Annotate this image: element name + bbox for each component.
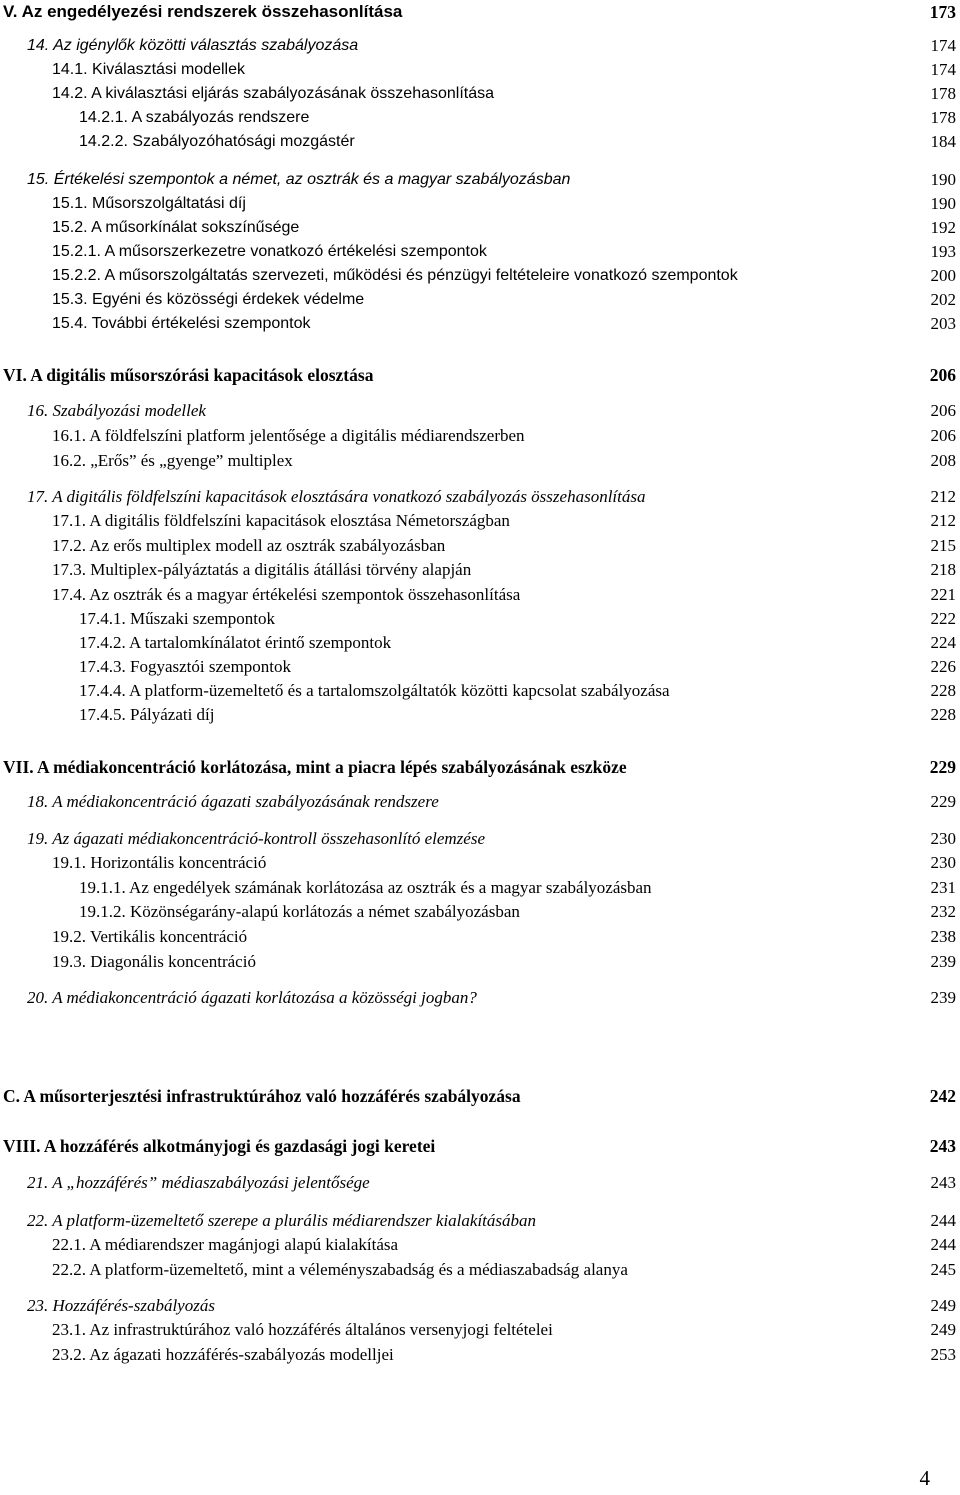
- toc-entry-page: 192: [930, 218, 956, 237]
- toc-entry-section[interactable]: [0, 790, 960, 814]
- toc-entry-subsection[interactable]: [0, 1343, 960, 1367]
- toc-entry-subsection[interactable]: [0, 312, 960, 336]
- toc-entry-subsection[interactable]: [0, 216, 960, 240]
- toc-entry-page: 253: [930, 1345, 956, 1364]
- toc-entry-title: C. A műsorterjesztési infrastruktúrához való hozzáférés szabályozása: [3, 1086, 521, 1106]
- toc-entry-page: 239: [930, 988, 956, 1007]
- toc-entry-title: 15.2. A műsorkínálat sokszínűsége: [52, 219, 300, 236]
- toc-entry-page: 231: [930, 878, 956, 897]
- toc-entry-title: 14. Az igénylők közötti választás szabályozása: [27, 37, 359, 54]
- toc-entry-subsubsection[interactable]: [0, 631, 960, 655]
- toc-entry-page: 226: [930, 657, 956, 676]
- toc-entry-page: 224: [930, 633, 956, 652]
- toc-entry-title: 17.4.4. A platform-üzemeltető és a tartalomszolgáltatók közötti kapcsolat szabályozása: [79, 681, 670, 700]
- toc-entry-subsubsection[interactable]: [0, 703, 960, 727]
- toc-entry-page: 178: [930, 108, 956, 127]
- toc-entry-page: 173: [929, 2, 956, 22]
- toc-entry-title: 17.4.1. Műszaki szempontok: [79, 609, 275, 628]
- toc-entry-subsubsection[interactable]: [0, 607, 960, 631]
- toc-entry-page: 245: [930, 1260, 956, 1279]
- toc-entry-subsection[interactable]: [0, 925, 960, 949]
- toc-entry-subsection[interactable]: [0, 424, 960, 448]
- toc-entry-page: 190: [930, 170, 956, 189]
- toc-entry-title: 17.4.2. A tartalomkínálatot érintő szempontok: [79, 633, 392, 652]
- toc-entry-title: 23.2. Az ágazati hozzáférés-szabályozás modelljei: [52, 1345, 394, 1364]
- toc-entry-title: 19.3. Diagonális koncentráció: [52, 952, 256, 971]
- toc-entry-chapter[interactable]: [0, 363, 960, 387]
- toc-entry-title: 16.2. „Erős” és „gyenge” multiplex: [52, 451, 293, 470]
- toc-entry-section[interactable]: [0, 1171, 960, 1195]
- toc-entry-page: 249: [930, 1296, 956, 1315]
- toc-entry-subsection[interactable]: [0, 1318, 960, 1342]
- toc-entry-page: 243: [929, 1136, 956, 1156]
- toc-entry-page: 230: [930, 829, 956, 848]
- toc-entry-page: 244: [930, 1211, 956, 1230]
- toc-entry-title: 14.2.2. Szabályozóhatósági mozgástér: [79, 133, 355, 150]
- toc-entry-subsection[interactable]: [0, 288, 960, 312]
- toc-entry-page: 174: [930, 60, 956, 79]
- toc-entry-page: 243: [930, 1173, 956, 1192]
- toc-entry-page: 229: [930, 792, 956, 811]
- page-number: 4: [919, 1466, 930, 1490]
- toc-entry-chapter[interactable]: [0, 755, 960, 779]
- toc-entry-page: 221: [930, 585, 956, 604]
- toc-entry-title: 17.2. Az erős multiplex modell az osztrák szabályozásban: [52, 536, 446, 555]
- toc-entry-section[interactable]: [0, 485, 960, 509]
- toc-entry-title: 22.2. A platform-üzemeltető, mint a véleményszabadság és a médiaszabadság alanya: [52, 1260, 628, 1279]
- toc-entry-page: 242: [929, 1086, 956, 1106]
- toc-entry-section[interactable]: [0, 399, 960, 423]
- toc-entry-section[interactable]: [0, 1209, 960, 1233]
- toc-entry-page: 232: [930, 902, 956, 921]
- toc-entry-page: 203: [930, 314, 956, 333]
- toc-entry-page: 184: [930, 132, 956, 151]
- toc-entry-page: 215: [930, 536, 956, 555]
- toc-entry-title: 20. A médiakoncentráció ágazati korlátozása a közösségi jogban?: [27, 988, 477, 1007]
- toc-entry-subsection[interactable]: [0, 449, 960, 473]
- toc-entry-page: 228: [930, 681, 956, 700]
- toc-entry-chapter[interactable]: [0, 0, 960, 24]
- toc-entry-page: 230: [930, 853, 956, 872]
- toc-entry-title: VIII. A hozzáférés alkotmányjogi és gazdasági jogi keretei: [3, 1136, 436, 1156]
- toc-entry-title: 15.1. Műsorszolgáltatási díj: [52, 195, 246, 212]
- toc-entry-page: 208: [930, 451, 956, 470]
- toc-entry-page: 212: [930, 487, 956, 506]
- toc-entry-page: 174: [930, 36, 956, 55]
- toc-entry-title: 17.4.5. Pályázati díj: [79, 705, 215, 724]
- toc-entry-title: 19.1. Horizontális koncentráció: [52, 853, 267, 872]
- toc-entry-title: 19.1.2. Közönségarány-alapú korlátozás a német szabályozásban: [79, 902, 520, 921]
- toc-entry-part[interactable]: [0, 1084, 960, 1108]
- toc-entry-page: 239: [930, 952, 956, 971]
- toc-entry-title: 17.4.3. Fogyasztói szempontok: [79, 657, 292, 676]
- toc-entry-page: 218: [930, 560, 956, 579]
- toc-entry-title: 16. Szabályozási modellek: [27, 401, 206, 420]
- toc-entry-title: VI. A digitális műsorszórási kapacitások elosztása: [3, 365, 374, 385]
- toc-entry-page: 200: [930, 266, 956, 285]
- toc-entry-subsubsection[interactable]: [0, 264, 960, 288]
- toc-entry-section[interactable]: [0, 986, 960, 1010]
- toc-entry-title: 23. Hozzáférés-szabályozás: [27, 1296, 215, 1315]
- toc-entry-title: 22. A platform-üzemeltető szerepe a plurális médiarendszer kialakításában: [27, 1211, 537, 1230]
- toc-entry-title: 15.2.2. A műsorszolgáltatás szervezeti, működési és pénzügyi feltételeire vonatkozó szempontok: [52, 267, 738, 284]
- toc-entry-title: 19. Az ágazati médiakoncentráció-kontroll összehasonlító elemzése: [27, 829, 485, 848]
- toc-entry-page: 212: [930, 511, 956, 530]
- toc-entry-page: 229: [929, 757, 956, 777]
- toc-entry-page: 206: [930, 401, 956, 420]
- toc-entry-section[interactable]: [0, 34, 960, 58]
- toc-entry-title: 22.1. A médiarendszer magánjogi alapú kialakítása: [52, 1235, 399, 1254]
- toc-entry-subsection[interactable]: [0, 583, 960, 607]
- toc-entry-subsection[interactable]: [0, 58, 960, 82]
- toc-entry-title: 23.1. Az infrastruktúrához való hozzáférés általános versenyjogi feltételei: [52, 1320, 553, 1339]
- toc-entry-subsection[interactable]: [0, 509, 960, 533]
- toc-entry-page: 206: [930, 426, 956, 445]
- toc-entry-subsection[interactable]: [0, 1258, 960, 1282]
- toc-entry-section[interactable]: [0, 827, 960, 851]
- toc-entry-page: 244: [930, 1235, 956, 1254]
- toc-entry-title: 15.2.1. A műsorszerkezetre vonatkozó értékelési szempontok: [52, 243, 487, 260]
- toc-entry-page: 202: [930, 290, 956, 309]
- toc-entry-title: 14.2.1. A szabályozás rendszere: [79, 109, 310, 126]
- toc-entry-page: 190: [930, 194, 956, 213]
- toc-entry-section[interactable]: [0, 168, 960, 192]
- toc-entry-title: 17. A digitális földfelszíni kapacitások elosztására vonatkozó szabályozás összehasonlítása: [27, 487, 646, 506]
- toc-entry-page: 238: [930, 927, 956, 946]
- toc-entry-page: 249: [930, 1320, 956, 1339]
- toc-entry-page: 228: [930, 705, 956, 724]
- toc-entry-subsection[interactable]: [0, 192, 960, 216]
- toc-entry-title: VII. A médiakoncentráció korlátozása, mint a piacra lépés szabályozásának eszköze: [3, 757, 627, 777]
- toc-entry-subsubsection[interactable]: [0, 679, 960, 703]
- toc-entry-subsection[interactable]: [0, 82, 960, 106]
- toc-entry-title: 15. Értékelési szempontok a német, az osztrák és a magyar szabályozásban: [27, 171, 571, 188]
- toc-entry-section[interactable]: [0, 1294, 960, 1318]
- toc-entry-subsubsection[interactable]: [0, 106, 960, 130]
- toc-entry-title: 16.1. A földfelszíni platform jelentősége a digitális médiarendszerben: [52, 426, 525, 445]
- toc-entry-title: 17.3. Multiplex-pályáztatás a digitális átállási törvény alapján: [52, 560, 472, 579]
- toc-entry-subsubsection[interactable]: [0, 655, 960, 679]
- toc-entry-title: V. Az engedélyezési rendszerek összehasonlítása: [3, 2, 403, 21]
- toc-entry-title: 14.1. Kiválasztási modellek: [52, 61, 245, 78]
- toc-entry-title: 21. A „hozzáférés” médiaszabályozási jelentősége: [27, 1173, 370, 1192]
- toc-entry-subsubsection[interactable]: [0, 240, 960, 264]
- toc-entry-subsection[interactable]: [0, 950, 960, 974]
- toc-entry-title: 15.3. Egyéni és közösségi érdekek védelme: [52, 291, 365, 308]
- toc-entry-subsection[interactable]: [0, 851, 960, 875]
- toc-entry-title: 14.2. A kiválasztási eljárás szabályozásának összehasonlítása: [52, 85, 495, 102]
- toc-entry-subsection[interactable]: [0, 1233, 960, 1257]
- toc-entry-chapter[interactable]: [0, 1134, 960, 1158]
- toc-entry-page: 222: [930, 609, 956, 628]
- toc-entry-subsubsection[interactable]: [0, 900, 960, 924]
- toc-entry-subsubsection[interactable]: [0, 130, 960, 154]
- toc-entry-title: 15.4. További értékelési szempontok: [52, 315, 311, 332]
- toc-entry-title: 17.4. Az osztrák és a magyar értékelési szempontok összehasonlítása: [52, 585, 521, 604]
- toc-entry-title: 19.2. Vertikális koncentráció: [52, 927, 248, 946]
- toc-entry-subsection[interactable]: [0, 558, 960, 582]
- toc-entry-title: 18. A médiakoncentráció ágazati szabályozásának rendszere: [27, 792, 439, 811]
- toc-entry-subsubsection[interactable]: [0, 876, 960, 900]
- toc-entry-page: 193: [930, 242, 956, 261]
- toc-entry-title: 19.1.1. Az engedélyek számának korlátozása az osztrák és a magyar szabályozásban: [79, 878, 652, 897]
- toc-entry-title: 17.1. A digitális földfelszíni kapacitások elosztása Németországban: [52, 511, 510, 530]
- toc-entry-subsection[interactable]: [0, 534, 960, 558]
- toc-entry-page: 206: [929, 365, 956, 385]
- toc-entry-page: 178: [930, 84, 956, 103]
